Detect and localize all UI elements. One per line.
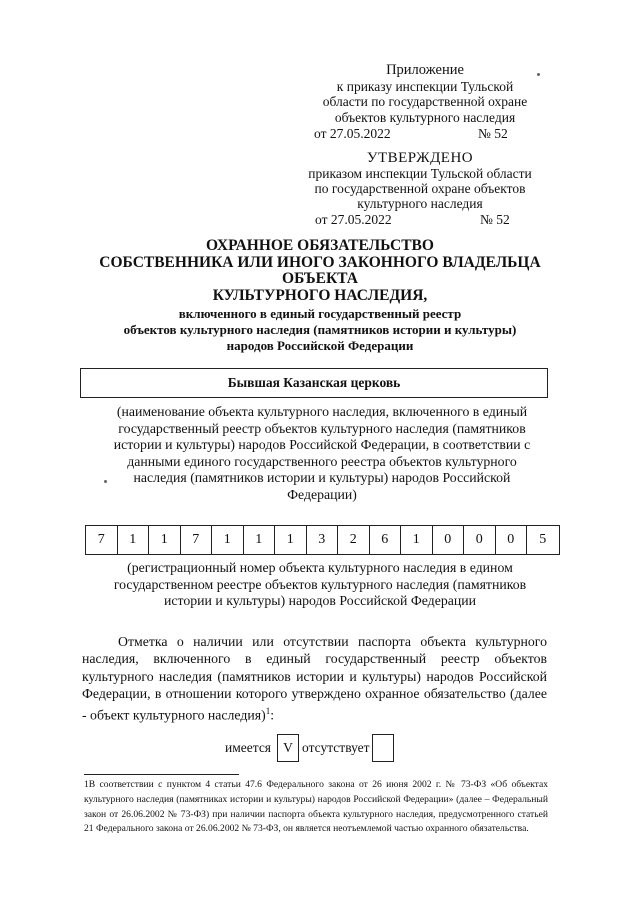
scan-speck-mark (104, 480, 107, 483)
registry-digit-cell: 1 (212, 526, 244, 554)
appendix-line: объектов культурного наследия (334, 109, 516, 125)
registry-digit-cell: 0 (496, 526, 528, 554)
approval-line: по государственной охране объектов (314, 181, 526, 196)
appendix-line: области по государственной охране (322, 94, 528, 109)
title-line: ОБЪЕКТА (282, 270, 358, 287)
registry-digit-cell: 5 (539, 532, 547, 547)
description-line: Федерации) (287, 486, 357, 502)
title-line: ОХРАННОЕ ОБЯЗАТЕЛЬСТВО (206, 237, 434, 254)
registry-digit-cell: 1 (401, 526, 433, 554)
document-title (60, 238, 580, 304)
absent-label: отсутствует (302, 740, 370, 755)
appendix-date-line (300, 126, 550, 142)
appendix-title: Приложение (386, 62, 464, 78)
registry-number-description (85, 560, 555, 610)
registry-digit-cell: 0 (433, 526, 465, 554)
registry-digit-cell: 6 (370, 526, 402, 554)
registry-digit-cell: 1 (275, 526, 307, 554)
description-line: данными единого государственного реестра объектов культурного (127, 453, 517, 469)
description-line: истории и культуры) народов Российской Федерации, в соответствии с (113, 437, 531, 453)
passport-choice-row (225, 733, 394, 763)
description-line: (регистрационный номер объекта культурного наследия в едином (127, 560, 513, 575)
footnote-reference: 1 (265, 705, 271, 716)
registry-digit-cell: 1 (149, 526, 181, 554)
document-subtitle (60, 306, 580, 354)
appendix-block (300, 63, 550, 142)
subtitle-line: объектов культурного наследия (памятников истории и культуры) (123, 322, 517, 337)
registry-digit-cell: 1 (244, 526, 276, 554)
object-name-description (82, 404, 562, 504)
subtitle-line: народов Российской Федерации (226, 338, 414, 353)
approval-date: от 27.05.2022 (315, 212, 392, 227)
appendix-date: от 27.05.2022 (314, 126, 391, 141)
passport-paragraph: Отметка о наличии или отсутствии паспорта объекта культурного наследия, включенного в единый государственный реестр объектов культурного наследия (памятников истории и культуры) народов Российской Федерации, в отношении которого утверждено охранное обязательство (далее - объект культурного наследия)$^1$: (82, 634, 547, 723)
passport-paragraph-text: Отметка о наличии или отсутствии паспорта объекта культурного наследия, включенного в единый государственный реестр объектов культурного наследия (памятников истории и культуры) народов Российской Федерации, в отношении которого утверждено охранное обязательство (далее - объект культурного наследия) (82, 634, 547, 723)
title-line: КУЛЬТУРНОГО НАСЛЕДИЯ, (212, 286, 428, 304)
footnote-separator (84, 774, 239, 775)
registry-number-grid (85, 525, 560, 555)
subtitle-line: включенного в единый государственный реестр (178, 306, 462, 321)
description-line: государственный реестр объектов культурного наследия (памятников (118, 420, 526, 436)
approval-heading: УТВЕРЖДЕНО (366, 150, 474, 166)
registry-digit-cell: 2 (338, 526, 370, 554)
present-checkbox[interactable]: V (277, 734, 299, 762)
object-name: Бывшая Казанская церковь (227, 375, 401, 390)
registry-digit-cell: 7 (86, 526, 118, 554)
description-line: наследия (памятников истории и культуры) народов Российской (133, 470, 511, 486)
present-label: имеется (225, 740, 272, 755)
title-line: СОБСТВЕННИКА ИЛИ ИНОГО ЗАКОННОГО ВЛАДЕЛЬЦА (99, 253, 541, 271)
registry-digit-cell: 0 (464, 526, 496, 554)
approval-number: № 52 (480, 212, 510, 227)
footnote: 1В соответствии с пунктом 4 статьи 47.6 Федерального закона от 26 июня 2002 г. № 73-ФЗ «Об объектах культурного наследия (памятниках истории и культуры) народов Российской Федерации» (далее – Федеральный закон от 26.06.2002 № 73-ФЗ) при наличии паспорта объекта культурного наследия, предусмотренного статьей 21 Федерального закона от 26.06.2002 № 73-ФЗ, он является неотъемлемой частью охранного обязательства. (84, 779, 548, 835)
object-name-box (80, 368, 548, 398)
registry-digit-cell: 7 (181, 526, 213, 554)
scan-speck-mark (537, 73, 540, 76)
registry-digit-cell: 3 (307, 526, 339, 554)
appendix-number: № 52 (478, 126, 508, 141)
description-line: истории и культуры) народов Российской Федерации (164, 593, 476, 608)
description-line: (наименование объекта культурного наследия, включенного в единый (116, 404, 528, 419)
absent-checkbox[interactable] (372, 734, 394, 762)
approval-date-line (290, 212, 550, 228)
description-line: государственном реестре объектов культурного наследия (памятников (113, 576, 527, 592)
approval-line: культурного наследия (357, 196, 483, 211)
appendix-line: к приказу инспекции Тульской (336, 78, 514, 94)
approval-block (290, 151, 550, 228)
approval-line: приказом инспекции Тульской области (308, 166, 532, 181)
registry-digit-cell: 1 (118, 526, 150, 554)
